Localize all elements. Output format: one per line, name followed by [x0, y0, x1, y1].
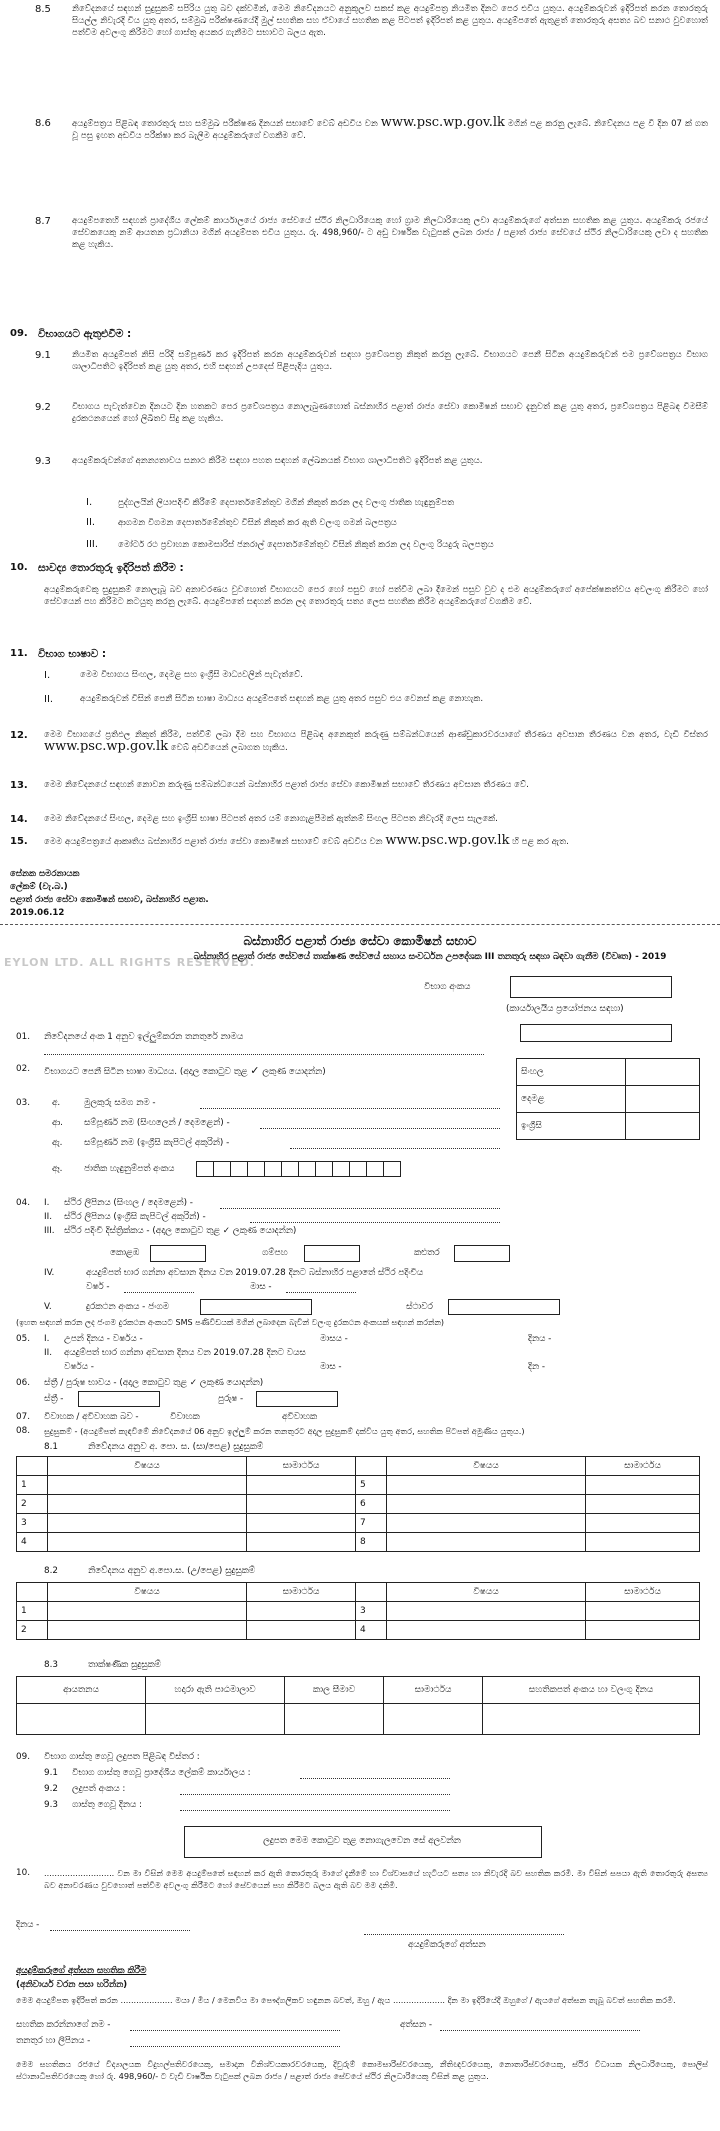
age-years-label: වර්ෂය - — [64, 1362, 94, 1372]
exam-number-label: විභාග අංකය — [424, 982, 471, 992]
tech-col-course: හදාරා ඇති පාඨමාලාව — [146, 1677, 285, 1704]
gender-male-label: පුරුෂ - — [218, 1394, 244, 1404]
marital-label: විවාහක / අවිවාහක බව - — [44, 1412, 139, 1422]
district-colombo: කොළඹ — [110, 1248, 140, 1258]
address-local-line[interactable] — [220, 1208, 500, 1209]
nic-digit-box[interactable] — [332, 1161, 350, 1177]
para-9-3-text: අයදුම්කරුවන්ගේ අනන්‍යතාවය සනාථ කිරීම සඳහා පහත සඳහන් ලේඛනයක් විභාග ශාලාධිපතිට ඉදිරිපත් කළ යුතුය. — [72, 456, 483, 466]
field-04-1-label: ස්ථිර ලිපිනය (සිංහල / දෙමළෙන්) - — [64, 1198, 193, 1208]
form-title: බස්නාහිර පළාත් රාජ්‍ය සේවා කොමිෂන් සභාව — [243, 934, 477, 948]
table-8-2-number: 8.2 — [44, 1566, 58, 1576]
section-12-post: වෙබ් අඩවියෙන් ලබාගත හැකිය. — [168, 743, 288, 754]
field-04-5-number: V. — [44, 1302, 52, 1312]
website-link[interactable]: www.psc.wp.gov.lk — [44, 739, 169, 755]
field-03c-label: සම්පූර්ණ නම (ඉංග්‍රීසි කැපිටල් අකුරින්) - — [84, 1138, 230, 1148]
gender-female-checkbox[interactable] — [78, 1391, 160, 1407]
al-results-table — [16, 1582, 700, 1640]
district-kalutara-checkbox[interactable] — [454, 1245, 510, 1262]
field-04-2-label: ස්ථිර ලිපිනය (ඉංග්‍රීසි කැපිටල් අකුරින්) - — [64, 1212, 206, 1222]
language-tamil: දෙමළ — [517, 1086, 626, 1113]
fee-office-label: විභාග ගාස්තු ගෙවූ ප්‍රාදේශීය ලේකම් කාර්යාලය : — [72, 1768, 251, 1778]
signatory-name: සේනක සමරනායක — [10, 869, 80, 879]
certificate-cell[interactable] — [483, 1704, 700, 1735]
table-8-1-number: 8.1 — [44, 1442, 58, 1452]
certifier-designation-line[interactable] — [130, 2046, 340, 2047]
ol-col-subject-2: විෂයය — [387, 1457, 586, 1476]
grade-cell[interactable] — [586, 1476, 700, 1495]
field-08-number: 08. — [16, 1426, 30, 1436]
al-col-subject-2: විෂයය — [387, 1583, 586, 1602]
nic-digit-box[interactable] — [383, 1161, 401, 1177]
field-02-label-text: විභාගයට පෙනී සිටින භාෂා මාධ්‍යය. (අදාල කොටුව තුළ — [44, 1067, 248, 1077]
fee-date-label: ගාස්තු ගෙවූ දිනය : — [72, 1800, 142, 1810]
sms-note: (ඉහත සඳහන් කරන ලද ජංගම දුරකථන අංකයට SMS පණිවිඩයක් මගින් ලබාදෙන බැවින් වලංගු දුරකථන අංකයක් සඳහන් කරන්න) — [16, 1318, 445, 1327]
field-06-number: 06. — [16, 1378, 30, 1388]
dob-month-label: මාසය - — [320, 1334, 348, 1344]
section-15-number: 15. — [10, 836, 28, 847]
field-03d-label: ජාතික හැඳුනුම්පත් අංකය — [84, 1164, 175, 1174]
certification-statement: මෙම අයදුම්පත ඉදිරිපත් කරන .................... මයා / මිය / මෙනවිය මා පෞද්ගලිකව හඳුනන බවත්, ඔහු / ඇය .................... දින මා ඉදිරියේදී ඔහුගේ / ඇයගේ අත්සන තැබූ බවත් සහතික කරමි. — [16, 1995, 676, 2005]
ol-results-table — [16, 1456, 700, 1552]
field-03c-number: ඇ. — [52, 1138, 63, 1148]
field-03-number: 03. — [16, 1098, 30, 1108]
para-9-1-number: 9.1 — [35, 350, 51, 361]
field-04-2-number: II. — [44, 1212, 52, 1222]
id-option-3-text: මෝටර් රථ ප්‍රවාහන කොමසාරිස් ජනරාල් දෙපාර්තමේන්තුව විසින් නිකුත් කරන ලද වලංගු රියදුරු බලපත්‍රය — [118, 540, 494, 550]
field-07-number: 07. — [16, 1412, 30, 1422]
certifier-name-line[interactable] — [130, 2030, 340, 2031]
subject-cell[interactable] — [387, 1495, 586, 1514]
age-days-label: දින - — [528, 1362, 546, 1372]
full-name-english-line[interactable] — [290, 1148, 500, 1149]
district-colombo-checkbox[interactable] — [150, 1245, 206, 1262]
table-8-2-label: නිවේදනය අනුව අ.පො.ස. (උ/පෙළ) සුදුසුකම් — [88, 1566, 256, 1576]
nic-digit-box[interactable] — [281, 1161, 299, 1177]
al-col-grade-2: සාමාර්ථය — [586, 1583, 700, 1602]
name-with-initials-line[interactable] — [200, 1108, 500, 1109]
grade-cell[interactable] — [247, 1514, 356, 1533]
row-number: 7 — [356, 1514, 387, 1533]
age-months-label: මාස - — [320, 1362, 342, 1372]
grade-cell[interactable] — [586, 1533, 700, 1552]
tech-col-institute: ආයතනය — [17, 1677, 146, 1704]
section-10-title: සාවද්‍ය තොරතුරු ඉදිරිපත් කිරීම : — [38, 562, 184, 574]
nic-digit-box[interactable] — [247, 1161, 265, 1177]
field-03b-label: සම්පූර්ණ නම (සිංහලෙන් / දෙමළෙන්) - — [84, 1118, 230, 1128]
para-8-7-text: අයදුම්පතෙහි සඳහන් ප්‍රාදේශීය ලේකම් කාර්යාලයේ රාජ්‍ය සේවයේ ස්ථිර නිලධාරියෙකු හෝ ග්‍රාම නිලධාරියෙකු ලවා අයදුම්කරුගේ අත්සන සහතික කළ යුතුය. අයදුම්කරු රජයේ සේවකයෙකු නම් ආයතන ප්‍රධානියා මගින් අයදුම්පත එවිය යුතුය. රු. 498,960/- ට අඩු වාර්ෂික වැටුපක් ලබන රාජ්‍ය / පළාත් රාජ්‍ය සේවයේ ස්ථිර නිලධාරියෙකු ලවා ද සහතික කළ හැකිය. — [72, 216, 708, 251]
field-03a-number: අ. — [52, 1098, 61, 1108]
declaration-text: ........................... වන මා විසින් මෙම අයදුම්පතේ සඳහන් කර ඇති තොරතුරු මාගේ දැනීමේ හා විශ්වාසයේ හැටියට සත්‍ය හා නිවැරදි බව සහතික කරමි. මා විසින් සපයා ඇති තොරතුරු අසත්‍ය බව අනාවරණය වුවහොත් පත්වීම අවලංගු කිරීමට හෝ සේවයෙන් පහ කිරීමට බලය ඇති බව මම දනිමි. — [44, 1868, 708, 1891]
residence-years-line[interactable] — [124, 1292, 194, 1293]
language-english: ඉංග්‍රීසි — [517, 1113, 626, 1140]
row-number: 1 — [17, 1476, 48, 1495]
certifier-designation-label: තනතුර හා ලිපිනය - — [16, 2036, 91, 2046]
signatory-org: පළාත් රාජ්‍ය සේවා කොමිෂන් සභාව, බස්නාහිර පළාත. — [10, 895, 209, 905]
nic-digit-box[interactable] — [264, 1161, 282, 1177]
row-number: 2 — [17, 1621, 48, 1640]
certification-title: අයදුම්කරුගේ අත්සන සහතික කිරීම — [16, 1966, 147, 1976]
id-option-2-number: II. — [86, 517, 96, 528]
field-03d-number: ඈ. — [52, 1164, 63, 1174]
language-english-checkbox[interactable] — [626, 1113, 700, 1140]
al-col-grade-1: සාමාර්ථය — [247, 1583, 356, 1602]
al-col-blank-1 — [17, 1583, 48, 1602]
declaration-date-label: දිනය - — [16, 1920, 40, 1930]
subject-cell[interactable] — [387, 1621, 586, 1640]
grade-cell[interactable] — [586, 1514, 700, 1533]
field-04-4-number: IV. — [44, 1268, 55, 1278]
para-11-1-number: I. — [44, 670, 51, 681]
para-9-1-text: නියමිත අයදුම්පත් නිසි පරිදි සම්පූර්ණ කර ඉදිරිපත් කරන අයදුම්කරුවන් සඳහා ප්‍රවේශපත්‍ර නිකුත් කරනු ලැබේ. විභාගයට පෙනී සිටින අයදුම්කරුවන් එම ප්‍රවේශපත්‍රය විභාග ශාලාධිපතිට ඉදිරිපත් කළ යුතු අතර, එහි සඳහන් උපදෙස් පිළිපැදිය යුතුය. — [72, 350, 708, 373]
nic-digit-box[interactable] — [196, 1161, 214, 1177]
row-number: 8 — [356, 1533, 387, 1552]
ol-col-grade-1: සාමාර්ථය — [247, 1457, 356, 1476]
row-number: 4 — [17, 1533, 48, 1552]
gender-male-checkbox[interactable] — [256, 1391, 338, 1407]
section-12-number: 12. — [10, 730, 28, 741]
row-number: 3 — [17, 1514, 48, 1533]
para-9-3-number: 9.3 — [35, 456, 51, 467]
district-gampaha: ගම්පහ — [262, 1248, 288, 1258]
grade-cell[interactable] — [586, 1495, 700, 1514]
field-10-number: 10. — [16, 1868, 30, 1878]
subject-cell[interactable] — [48, 1476, 247, 1495]
grade-cell[interactable] — [586, 1602, 700, 1621]
para-8-7-number: 8.7 — [35, 216, 51, 227]
residence-years-label: වර්ෂ - — [86, 1282, 110, 1292]
para-8-6-text — [72, 117, 708, 142]
signatory-title: ලේකම් (වැ.බ.) — [10, 882, 68, 892]
declaration-date-line[interactable] — [50, 1930, 190, 1931]
field-04-1-number: I. — [44, 1198, 50, 1208]
section-13-text: මෙම නිවේදනයේ සඳහන් නොවන කරුණු සම්බන්ධයෙන් බස්නාහිර පළාත් රාජ්‍ය සේවා කොමිෂන් සභාවේ තීරණය අවසාන තීරණය වේ. — [44, 780, 529, 790]
table-row — [17, 1476, 700, 1495]
row-number: 3 — [356, 1602, 387, 1621]
section-11-title: විභාග භාෂාව : — [38, 648, 107, 660]
certifier-signature-line[interactable] — [440, 2030, 640, 2031]
marital-married: විවාහක — [170, 1412, 200, 1422]
nic-digit-box[interactable] — [213, 1161, 231, 1177]
office-use-label: (කාර්යාලයීය ප්‍රයෝජනය සඳහා) — [506, 1004, 624, 1014]
ol-col-blank-2 — [356, 1457, 387, 1476]
fee-label: විභාග ගාස්තු ගෙවූ ලදුපත පිළිබඳ විස්තර : — [44, 1752, 200, 1762]
subject-cell[interactable] — [387, 1514, 586, 1533]
table-row — [17, 1514, 700, 1533]
website-link[interactable]: www.psc.wp.gov.lk — [385, 833, 510, 848]
fee-9-2-number: 9.2 — [44, 1784, 58, 1794]
row-number: 4 — [356, 1621, 387, 1640]
receipt-paste-label: ලදුපත මෙම කොටුව තුළ නොගැලවෙන සේ අලවන්න — [263, 1836, 461, 1846]
tech-col-certificate: සහතිකපත් අංකය හා වලංගු දිනය — [483, 1677, 700, 1704]
section-14-number: 14. — [10, 814, 28, 825]
table-8-3-label: තාක්ෂණික සුදුසුකම් — [88, 1660, 161, 1670]
al-col-subject-1: විෂයය — [48, 1583, 247, 1602]
field-05-1-number: I. — [44, 1334, 50, 1344]
id-option-3-number: III. — [86, 539, 99, 550]
subject-cell[interactable] — [387, 1602, 586, 1621]
subject-cell[interactable] — [48, 1533, 247, 1552]
field-05-number: 05. — [16, 1334, 30, 1344]
district-gampaha-checkbox[interactable] — [304, 1245, 360, 1262]
field-01-number: 01. — [16, 1032, 30, 1042]
section-14-text: මෙම නිවේදනයේ සිංහල, දෙමළ සහ ඉංග්‍රීසි භාෂා පිටපත් අතර යම් නොගැළපීමක් ඇත්නම් සිංහල පිටපත නිවැරදි ලෙස සැලකේ. — [44, 814, 498, 824]
gender-label: ස්ත්‍රී / පුරුෂ භාවය - (අදාල කොටුව තුළ ✓ ලකුණ යොදන්න) — [44, 1378, 264, 1388]
subject-cell[interactable] — [48, 1621, 247, 1640]
fee-9-1-number: 9.1 — [44, 1768, 58, 1778]
grade-cell[interactable] — [586, 1621, 700, 1640]
home-phone-box[interactable] — [448, 1299, 560, 1315]
grade-cell[interactable] — [247, 1621, 356, 1640]
age-label: අයදුම්පත් භාර ගන්නා අවසාන දිනය වන 2019.07.28 දිනට වයස — [64, 1348, 306, 1358]
check-mark-icon: ✓ — [250, 1064, 260, 1077]
field-01-label: නිවේදනයේ අංක 1 අනුව ඉල්ලුම්කරන තනතුරේ නාමය — [44, 1032, 244, 1042]
field-02-number: 02. — [16, 1064, 30, 1074]
language-tamil-checkbox[interactable] — [626, 1086, 700, 1113]
para-9-2-number: 9.2 — [35, 402, 51, 413]
applicant-signature-label: අයදුම්කරුගේ අත්සන — [408, 1940, 486, 1950]
id-option-2-text: ආගමන විගමන දෙපාර්තමේන්තුව විසින් නිකුත් කර ඇති වලංගු ගමන් බලපත්‍රය — [118, 518, 397, 528]
district-label-text: ස්ථිර පදිංචි දිස්ත්‍රික්කය - — [64, 1226, 150, 1236]
section-15-pre: මෙම අයදුම්පත්‍රයේ ආකෘතිය බස්නාහිර පළාත් රාජ්‍ය සේවා කොමිෂන් සභාවේ වෙබ් අඩවිය වන — [44, 837, 386, 847]
field-02-label-tail: ලකුණ යොදන්න) — [262, 1067, 326, 1077]
field-04-number: 04. — [16, 1198, 30, 1208]
fee-office-line[interactable] — [300, 1778, 450, 1779]
institute-cell[interactable] — [17, 1704, 146, 1735]
field-04-3-number: III. — [44, 1226, 55, 1236]
table-row — [17, 1533, 700, 1552]
exam-number-box[interactable] — [510, 976, 672, 998]
technical-qualifications-table — [16, 1676, 700, 1735]
form-subtitle: බස්නාහිර පළාත් රාජ්‍ය සේවයේ තාක්ෂණ සේවයේ සහාය සංවර්ධන උපදේශක III තනතුරු සඳහා බඳවා ගැනීම (විවෘත) - 2019 — [193, 952, 667, 962]
certifier-signature-label: අත්සන - — [400, 2020, 433, 2030]
grade-cell[interactable] — [247, 1602, 356, 1621]
nic-digit-box[interactable] — [349, 1161, 367, 1177]
section-12-text — [44, 729, 708, 754]
receipt-number-label: ලදුපත් අංකය : — [72, 1784, 126, 1794]
gender-female-label: ස්ත්‍රී - — [44, 1394, 64, 1404]
ol-col-subject-1: විෂයය — [48, 1457, 247, 1476]
section-9-title: විභාගයට ඇතුළුවීම : — [38, 328, 132, 340]
course-cell[interactable] — [146, 1704, 285, 1735]
fee-9-3-number: 9.3 — [44, 1800, 58, 1810]
certification-note: මෙම සහතිකය රජයේ විද්‍යාලයක විදුහල්පතිවරයෙකු, සමාදාන විනිශ්චයකාරවරයෙකු, දිවුරුම් කොමසාරිස්වරයෙකු, නීතිඥවරයෙකු, නොතාරිස්වරයෙකු, ස්ථිර විධායක නිලධාරියෙකු, පොලිස් ස්ථානාධිපතිවරයෙකු හෝ රු. 498,960/- ට වැඩි වාර්ෂික වැටුපක් ලබන රාජ්‍ය / පළාත් රාජ්‍ය සේවයේ ස්ථිර නිලධාරියෙකු විසින් කළ යුතුය. — [16, 2059, 708, 2082]
district-label-tail: (අදාල කොටුව තුළ ✓ ලකුණ යොදන්න) — [152, 1226, 297, 1236]
address-english-line[interactable] — [250, 1222, 500, 1223]
row-number: 5 — [356, 1476, 387, 1495]
para-11-1-text: මෙම විභාගය සිංහල, දෙමළ සහ ඉංග්‍රීසි මාධ්‍යවලින් පැවැත්වේ. — [80, 670, 303, 680]
subject-cell[interactable] — [387, 1533, 586, 1552]
table-8-3-number: 8.3 — [44, 1660, 58, 1670]
id-option-1-text: පුද්ගලයින් ලියාපදිංචි කිරීමේ දෙපාර්තමේන්තුව මගින් නිකුත් කරන ලද වලංගු ජාතික හැඳුනුම්පත — [118, 498, 455, 508]
para-8-6-post: මගින් පළ කරනු ලැබේ. නිවේදනය පළ වී දින 07 ක් ගත වූ පසු ඉහත අඩවිය පරීක්ෂා කර බැලීම අයදුම්කරුගේ වගකීම වේ. — [72, 119, 708, 142]
row-number: 6 — [356, 1495, 387, 1514]
district-kalutara: කළුතර — [414, 1248, 440, 1258]
row-number: 2 — [17, 1495, 48, 1514]
section-11-number: 11. — [10, 648, 28, 659]
fee-date-line[interactable] — [180, 1810, 450, 1811]
post-title-line[interactable] — [44, 1054, 484, 1055]
section-12-pre: මෙම විභාගයේ ප්‍රතිඵල නිකුත් කිරීම, පත්වීම් ලබා දීම සහ විභාගය පිළිබඳ අනෙකුත් කරුණු සම්බන්ධයෙන් ආණ්ඩුකාරවරයාගේ තීරණය අවසාන තීරණය වන අතර, වැඩි විස්තර — [44, 730, 708, 740]
language-sinhala-checkbox[interactable] — [626, 1059, 700, 1086]
subject-cell[interactable] — [48, 1495, 247, 1514]
receipt-number-line[interactable] — [180, 1794, 450, 1795]
table-8-1-label: නිවේදනය අනුව අ. පො. ස. (සා/පෙළ) සුදුසුකම් — [88, 1442, 264, 1452]
field-09-number: 09. — [16, 1752, 30, 1762]
ol-col-blank-1 — [17, 1457, 48, 1476]
id-option-1-number: I. — [86, 497, 93, 508]
certifier-name-label: සහතික කරන්නාගේ නම - — [16, 2020, 111, 2030]
marital-unmarried: අවිවාහක — [282, 1412, 318, 1422]
nic-digit-box[interactable] — [366, 1161, 384, 1177]
duration-cell[interactable] — [285, 1704, 384, 1735]
table-row — [17, 1495, 700, 1514]
section-10-number: 10. — [10, 562, 28, 573]
applicant-signature-line[interactable] — [364, 1934, 564, 1935]
para-11-2-text: අයදුම්කරුවන් විසින් පෙනී සිටින භාෂා මාධ්‍යය අයදුම්පතේ සඳහන් කළ යුතු අතර පසුව එය වෙනස් කළ නොහැක. — [80, 694, 484, 704]
website-link[interactable]: www.psc.wp.gov.lk — [380, 115, 505, 130]
qualifications-label: සුදුසුකම් - (අයදුම්පත් කැඳවීමේ නිවේදනයේ 06 අනුව ඉල්ලුම් කරන තනතුරට අදාල සුදුසුකම් දක්විය යුතු අතර, සහතික පිටපත් අමුණිය යුතුය.) — [44, 1426, 525, 1436]
para-8-5-text: නිවේදනයේ සඳහන් සුදුසුකම් සපිරිය යුතු බව දක්වමින්, මෙම නිවේදනයට අනුකූලව සකස් කළ අයදුම්පත්‍ර නියමිත දිනට පෙර එවිය යුතුය. අයදුම්කරුවන් ඉදිරිපත් කරන තොරතුරු සියල්ල නිවැරදි විය යුතු අතර, සම්මුඛ පරීක්ෂණයේදී මුල් සහතික සහ ඒවායේ සහතික කළ පිටපත් ඉදිරිපත් කළ යුතුය. අයදුම්පතේ ඇතුළත් තොරතුරු අසත්‍ය බව සනාථ වුවහොත් පත්වීම අවලංගු කිරීමට හෝ ගාස්තු අයකර ගැනීමට සභාවට බලය ඇත. — [72, 4, 708, 39]
al-col-blank-2 — [356, 1583, 387, 1602]
dob-label: උපන් දිනය - වර්ෂය - — [64, 1334, 143, 1344]
field-04-4-label: අයදුම්පත් භාර ගන්නා අවසාන දිනය වන 2019.07.28 දිනට බස්නාහිර පළාතේ ස්ථිර පදිංචිය — [86, 1268, 424, 1278]
grade-cell[interactable] — [247, 1476, 356, 1495]
para-8-5-number: 8.5 — [35, 4, 51, 15]
field-04-5-label: දුරකථන අංකය - ජංගම — [86, 1302, 169, 1312]
tech-col-result: සාමාර්ථය — [384, 1677, 483, 1704]
row-number: 1 — [17, 1602, 48, 1621]
ol-col-grade-2: සාමාර්ථය — [586, 1457, 700, 1476]
language-sinhala: සිංහල — [517, 1059, 626, 1086]
field-05-2-number: II. — [44, 1348, 52, 1358]
table-row — [17, 1704, 700, 1735]
residence-months-line[interactable] — [286, 1292, 356, 1293]
cut-line-divider — [0, 924, 720, 925]
nic-digit-box[interactable] — [230, 1161, 248, 1177]
subject-cell[interactable] — [48, 1602, 247, 1621]
section-13-number: 13. — [10, 780, 28, 791]
mobile-phone-box[interactable] — [200, 1299, 312, 1315]
home-phone-label: ස්ථාවර — [406, 1302, 433, 1312]
subject-cell[interactable] — [48, 1514, 247, 1533]
section-9-number: 09. — [10, 328, 28, 339]
para-8-6-pre: අයදුම්පත්‍රය පිළිබඳ තොරතුරු සහ සම්මුඛ පරීක්ෂණ දිනයන් සභාවේ වෙබ් අඩවිය වන — [72, 119, 381, 129]
grade-cell[interactable] — [247, 1495, 356, 1514]
signature-date: 2019.06.12 — [10, 908, 65, 918]
para-8-6-number: 8.6 — [35, 118, 51, 129]
residence-months-label: මාස - — [250, 1282, 272, 1292]
certification-subtitle: (අනිවාර්ය වරන පසා හරින්න) — [16, 1980, 128, 1990]
section-10-text: අයදුම්කරුවෙකු සුදුසුකම් නොලැබූ බව අනාවරණය වුවහොත් විභාගයට පෙර හෝ පසුව හෝ පත්වීම ලබා දීමෙන් පසුව වුව ද එම අයදුම්කරුගේ අපේක්ෂකත්වය අවලංගු කිරීමට හෝ සේවයෙන් පහ කිරීමට කටයුතු කරනු ලැබේ. අයදුම්පතේ සඳහන් කරන ලද තොරතුරු සත්‍ය ලෙස සහතික කිරීම අයදුම්කරුගේ වගකීම වේ. — [44, 585, 708, 608]
dob-day-label: දිනය - — [528, 1334, 552, 1344]
field-04-3-label — [64, 1226, 296, 1236]
full-name-local-line[interactable] — [260, 1128, 500, 1129]
grade-cell[interactable] — [247, 1533, 356, 1552]
result-cell[interactable] — [384, 1704, 483, 1735]
tech-col-duration: කාල සීමාව — [285, 1677, 384, 1704]
field-03b-number: ආ. — [52, 1118, 63, 1128]
table-row — [17, 1621, 700, 1640]
section-15-post: හි පළ කර ඇත. — [509, 837, 569, 847]
post-title-box[interactable] — [520, 1024, 672, 1042]
watermark: EYLON LTD. ALL RIGHTS RESERVED. — [4, 956, 255, 969]
subject-cell[interactable] — [387, 1476, 586, 1495]
section-15-text — [44, 835, 708, 848]
table-row — [17, 1602, 700, 1621]
nic-digit-box[interactable] — [298, 1161, 316, 1177]
nic-digit-box[interactable] — [315, 1161, 333, 1177]
language-medium-table — [516, 1058, 700, 1140]
field-02-label — [44, 1064, 326, 1077]
para-11-2-number: II. — [44, 694, 54, 705]
field-03a-label: මුලකුරු සමග නම - — [84, 1098, 156, 1108]
para-9-2-text: විභාගය පැවැත්වෙන දිනයට දින හතකට පෙර ප්‍රවේශපත්‍රය නොලැබුණහොත් බස්නාහිර පළාත් රාජ්‍ය සේවා කොමිෂන් සභාව දැනුවත් කළ යුතු අතර, ප්‍රවේශපත්‍රය පිළිබඳ විමසීම් දුරකථනයෙන් හෝ ලිඛිතව සිදු කළ හැකිය. — [72, 402, 708, 425]
